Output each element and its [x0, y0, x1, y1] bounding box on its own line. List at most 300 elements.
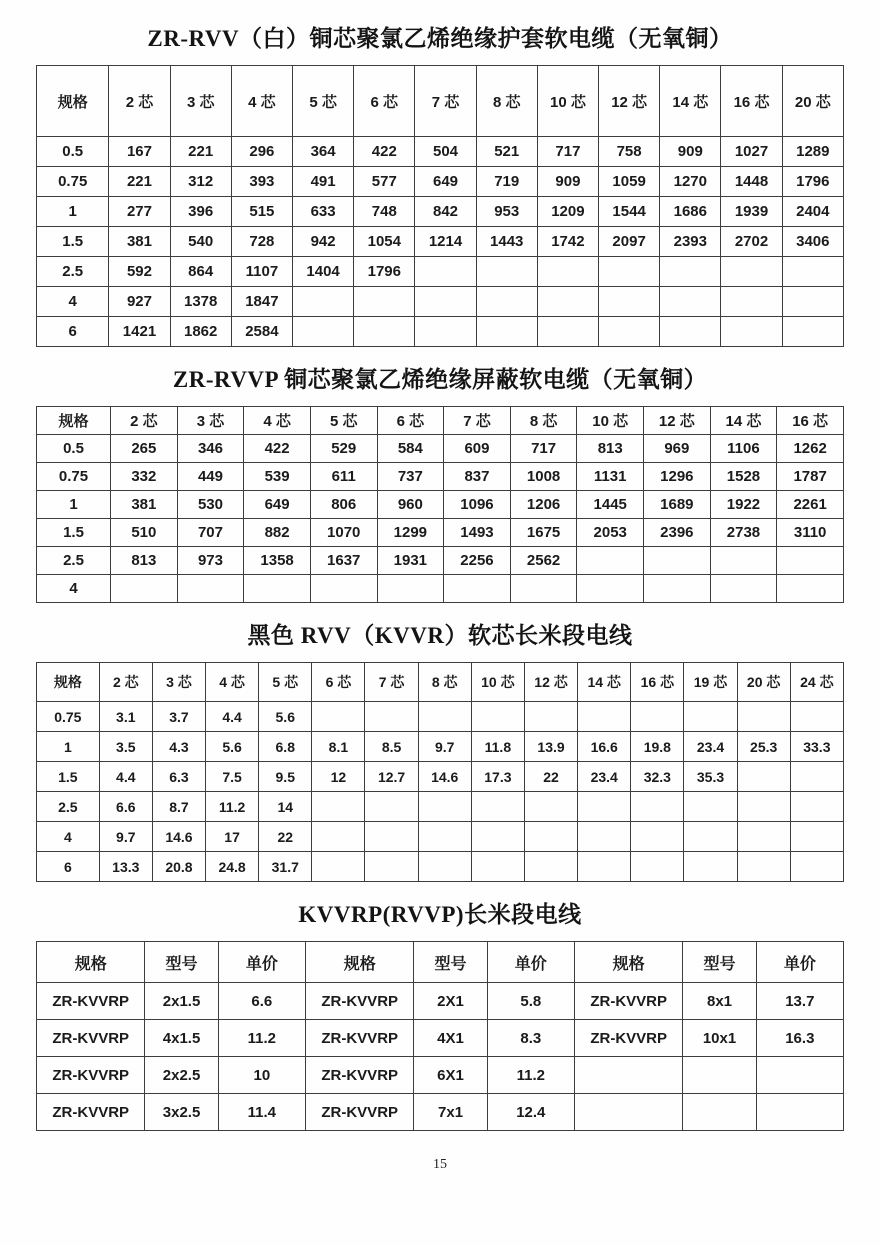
table-cell: 592 — [109, 257, 170, 287]
table-row — [37, 257, 844, 287]
table-cell — [737, 792, 790, 822]
table-cell: 1528 — [710, 463, 777, 491]
column-header: 3 芯 — [170, 66, 231, 137]
table-cell: 1209 — [537, 197, 598, 227]
table-cell — [354, 317, 415, 347]
table-cell: ZR-KVVRP — [305, 1020, 413, 1057]
table-cell — [510, 575, 577, 603]
table-cell — [782, 317, 843, 347]
table-cell: 8x1 — [683, 983, 756, 1020]
table-cell: 33.3 — [790, 732, 843, 762]
table-cell — [476, 317, 537, 347]
table-cell: 7.5 — [206, 762, 259, 792]
column-header: 5 芯 — [293, 66, 354, 137]
row-header-cell: 0.75 — [37, 167, 109, 197]
table-cell: 1378 — [170, 287, 231, 317]
column-header: 12 芯 — [644, 407, 711, 435]
table-cell: 1931 — [377, 547, 444, 575]
table-cell — [365, 792, 418, 822]
table-title-kvvrp: KVVRP(RVVP)长米段电线 — [298, 902, 582, 927]
column-header: 16 芯 — [631, 663, 684, 702]
table-cell: 504 — [415, 137, 476, 167]
column-header: 型号 — [414, 942, 487, 983]
table-cell: 14.6 — [418, 762, 471, 792]
table-cell: 1922 — [710, 491, 777, 519]
table-cell: 14 — [259, 792, 312, 822]
table-cell: 515 — [231, 197, 292, 227]
table-cell — [644, 575, 711, 603]
column-header: 型号 — [145, 942, 218, 983]
column-header: 7 芯 — [415, 66, 476, 137]
table-cell: 6.8 — [259, 732, 312, 762]
table-cell: 1939 — [721, 197, 782, 227]
column-header: 14 芯 — [710, 407, 777, 435]
table-cell: 4.3 — [152, 732, 205, 762]
price-table-black-rvv — [36, 662, 844, 882]
table-cell — [660, 317, 721, 347]
table-cell: 32.3 — [631, 762, 684, 792]
table-cell: ZR-KVVRP — [305, 1094, 413, 1131]
table-cell: 927 — [109, 287, 170, 317]
table-row — [37, 822, 844, 852]
table-cell: 7x1 — [414, 1094, 487, 1131]
table-cell — [577, 575, 644, 603]
table-row — [37, 197, 844, 227]
table-cell: 3x2.5 — [145, 1094, 218, 1131]
row-header-cell: 0.5 — [37, 435, 111, 463]
row-header-cell: 1 — [37, 491, 111, 519]
table-row — [37, 983, 844, 1020]
table-cell: 813 — [111, 547, 178, 575]
table-title-black-rvv: 黑色 RVV（KVVR）软芯长米段电线 — [247, 623, 633, 648]
table-cell: 13.9 — [524, 732, 577, 762]
table-cell: 11.8 — [471, 732, 524, 762]
table-cell: 16.6 — [578, 732, 631, 762]
table-row — [37, 491, 844, 519]
row-header-cell: 0.75 — [37, 702, 100, 732]
table-cell — [710, 575, 777, 603]
column-header: 规格 — [37, 407, 111, 435]
column-header: 单价 — [487, 942, 574, 983]
table-cell: 577 — [354, 167, 415, 197]
table-cell: 521 — [476, 137, 537, 167]
table-row — [37, 792, 844, 822]
table-cell: 2404 — [782, 197, 843, 227]
row-header-cell: 2.5 — [37, 547, 111, 575]
table-cell: 491 — [293, 167, 354, 197]
table-cell — [471, 702, 524, 732]
table-cell — [684, 852, 737, 882]
table-cell: 393 — [231, 167, 292, 197]
table-cell: 4.4 — [99, 762, 152, 792]
table-cell — [777, 547, 844, 575]
table-cell — [537, 317, 598, 347]
column-header: 规格 — [37, 66, 109, 137]
table-title-zr-rvvp: ZR-RVVP 铜芯聚氯乙烯绝缘屏蔽软电缆（无氧铜） — [172, 367, 708, 392]
table-cell: 633 — [293, 197, 354, 227]
table-cell — [790, 702, 843, 732]
table-cell: 1299 — [377, 519, 444, 547]
table-cell: 22 — [524, 762, 577, 792]
table-cell: ZR-KVVRP — [305, 1057, 413, 1094]
table-cell: 1404 — [293, 257, 354, 287]
table-cell — [782, 257, 843, 287]
table-cell: 1214 — [415, 227, 476, 257]
table-cell — [418, 702, 471, 732]
column-header: 8 芯 — [510, 407, 577, 435]
table-cell: 364 — [293, 137, 354, 167]
table-cell — [312, 822, 365, 852]
table-cell: 22 — [259, 822, 312, 852]
table-cell: 17 — [206, 822, 259, 852]
column-header: 6 芯 — [312, 663, 365, 702]
table-cell: 1206 — [510, 491, 577, 519]
table-row — [37, 227, 844, 257]
table-cell: 12.4 — [487, 1094, 574, 1131]
table-cell — [721, 287, 782, 317]
table-row — [37, 575, 844, 603]
table-cell: 1296 — [644, 463, 711, 491]
table-cell: 422 — [244, 435, 311, 463]
table-cell: 12.7 — [365, 762, 418, 792]
table-cell: 758 — [599, 137, 660, 167]
table-cell: 2X1 — [414, 983, 487, 1020]
table-cell: 422 — [354, 137, 415, 167]
row-header-cell: 6 — [37, 317, 109, 347]
table-cell: 11.2 — [487, 1057, 574, 1094]
table-cell: 31.7 — [259, 852, 312, 882]
table-cell: 10x1 — [683, 1020, 756, 1057]
table-cell: 2256 — [444, 547, 511, 575]
column-header: 12 芯 — [599, 66, 660, 137]
table-cell — [684, 822, 737, 852]
price-table-kvvrp — [36, 941, 844, 1131]
table-cell: 611 — [310, 463, 377, 491]
row-header-cell: 4 — [37, 287, 109, 317]
table-cell: 1862 — [170, 317, 231, 347]
table-cell — [312, 852, 365, 882]
table-cell: 649 — [244, 491, 311, 519]
table-cell: 584 — [377, 435, 444, 463]
table-cell: 1787 — [777, 463, 844, 491]
table-cell — [310, 575, 377, 603]
column-header: 4 芯 — [231, 66, 292, 137]
table-cell: 6X1 — [414, 1057, 487, 1094]
table-cell — [631, 822, 684, 852]
column-header: 14 芯 — [660, 66, 721, 137]
table-cell: 909 — [660, 137, 721, 167]
column-header: 7 芯 — [444, 407, 511, 435]
table-cell — [365, 702, 418, 732]
row-header-cell: 0.5 — [37, 137, 109, 167]
column-header: 规格 — [37, 942, 145, 983]
table-cell — [599, 287, 660, 317]
table-cell: 17.3 — [471, 762, 524, 792]
column-header: 7 芯 — [365, 663, 418, 702]
row-header-cell: 4 — [37, 822, 100, 852]
column-header: 20 芯 — [737, 663, 790, 702]
table-cell: 3110 — [777, 519, 844, 547]
table-row — [37, 463, 844, 491]
table-cell: 10 — [218, 1057, 305, 1094]
table-cell: 717 — [510, 435, 577, 463]
column-header: 2 芯 — [109, 66, 170, 137]
table-cell — [737, 762, 790, 792]
table-cell: 719 — [476, 167, 537, 197]
table-cell: 728 — [231, 227, 292, 257]
table-cell: 265 — [111, 435, 178, 463]
table-cell — [312, 702, 365, 732]
table-cell — [631, 852, 684, 882]
table-cell: 2738 — [710, 519, 777, 547]
table-cell — [574, 1094, 682, 1131]
table-row — [37, 1020, 844, 1057]
table-cell: 1847 — [231, 287, 292, 317]
table-cell: 1289 — [782, 137, 843, 167]
price-table-zr-rvv-white — [36, 65, 844, 347]
table-cell — [444, 575, 511, 603]
table-cell — [574, 1057, 682, 1094]
table-cell: 960 — [377, 491, 444, 519]
table-cell: 882 — [244, 519, 311, 547]
table-cell — [415, 287, 476, 317]
table-row — [37, 137, 844, 167]
column-header: 10 芯 — [471, 663, 524, 702]
table-cell: 221 — [109, 167, 170, 197]
table-cell — [684, 702, 737, 732]
table-cell — [737, 702, 790, 732]
table-cell: 396 — [170, 197, 231, 227]
table-cell — [790, 822, 843, 852]
table-cell: 23.4 — [684, 732, 737, 762]
table-cell: 909 — [537, 167, 598, 197]
table-cell: 25.3 — [737, 732, 790, 762]
column-header: 5 芯 — [310, 407, 377, 435]
row-header-cell: 1 — [37, 732, 100, 762]
table-cell: 2562 — [510, 547, 577, 575]
table-cell: 3.7 — [152, 702, 205, 732]
table-row — [37, 435, 844, 463]
table-cell — [683, 1094, 756, 1131]
table-cell: 953 — [476, 197, 537, 227]
table-cell — [537, 287, 598, 317]
table-cell: 1445 — [577, 491, 644, 519]
table-cell: 609 — [444, 435, 511, 463]
table-cell: 16.3 — [756, 1020, 843, 1057]
table-cell — [365, 822, 418, 852]
column-header: 单价 — [756, 942, 843, 983]
column-header: 6 芯 — [377, 407, 444, 435]
column-header: 24 芯 — [790, 663, 843, 702]
table-cell: 2702 — [721, 227, 782, 257]
table-cell: 2x1.5 — [145, 983, 218, 1020]
column-header: 20 芯 — [782, 66, 843, 137]
table-cell: 11.2 — [218, 1020, 305, 1057]
table-row — [37, 1094, 844, 1131]
column-header: 10 芯 — [577, 407, 644, 435]
table-cell: 530 — [177, 491, 244, 519]
table-row — [37, 519, 844, 547]
table-cell: 9.7 — [99, 822, 152, 852]
row-header-cell: 1.5 — [37, 227, 109, 257]
table-cell: 6.6 — [218, 983, 305, 1020]
table-row — [37, 287, 844, 317]
column-header: 3 芯 — [152, 663, 205, 702]
table-cell — [578, 822, 631, 852]
column-header: 4 芯 — [244, 407, 311, 435]
table-cell: 14.6 — [152, 822, 205, 852]
table-cell — [537, 257, 598, 287]
table-cell — [418, 822, 471, 852]
table-cell: 12 — [312, 762, 365, 792]
table-cell — [471, 852, 524, 882]
table-cell: 24.8 — [206, 852, 259, 882]
table-cell — [365, 852, 418, 882]
table-cell: ZR-KVVRP — [574, 1020, 682, 1057]
table-cell: 942 — [293, 227, 354, 257]
column-header: 单价 — [218, 942, 305, 983]
table-cell: 167 — [109, 137, 170, 167]
table-cell: 8.3 — [487, 1020, 574, 1057]
table-cell: 806 — [310, 491, 377, 519]
table-cell: 6.3 — [152, 762, 205, 792]
table-cell — [737, 822, 790, 852]
table-cell — [471, 792, 524, 822]
table-cell: 1027 — [721, 137, 782, 167]
column-header: 19 芯 — [684, 663, 737, 702]
table-cell — [524, 852, 577, 882]
row-header-cell: 1.5 — [37, 762, 100, 792]
table-cell: 1096 — [444, 491, 511, 519]
table-cell: 1796 — [354, 257, 415, 287]
table-cell: 1796 — [782, 167, 843, 197]
table-cell: 864 — [170, 257, 231, 287]
row-header-cell: 1 — [37, 197, 109, 227]
table-cell: 277 — [109, 197, 170, 227]
table-cell — [471, 822, 524, 852]
table-cell — [683, 1057, 756, 1094]
column-header: 规格 — [574, 942, 682, 983]
table-cell — [418, 852, 471, 882]
table-cell: 973 — [177, 547, 244, 575]
row-header-cell: ZR-KVVRP — [37, 1094, 145, 1131]
table-cell: 1686 — [660, 197, 721, 227]
column-header: 12 芯 — [524, 663, 577, 702]
table-cell: 2393 — [660, 227, 721, 257]
table-cell: 737 — [377, 463, 444, 491]
table-cell: 1493 — [444, 519, 511, 547]
table-cell: 13.7 — [756, 983, 843, 1020]
table-cell: 381 — [111, 491, 178, 519]
table-cell: 1070 — [310, 519, 377, 547]
column-header: 型号 — [683, 942, 756, 983]
table-cell — [599, 257, 660, 287]
table-cell — [790, 762, 843, 792]
table-cell — [415, 317, 476, 347]
table-cell — [790, 792, 843, 822]
table-cell: 1106 — [710, 435, 777, 463]
table-cell: 717 — [537, 137, 598, 167]
table-cell — [756, 1057, 843, 1094]
table-cell — [790, 852, 843, 882]
table-cell — [577, 547, 644, 575]
table-cell — [354, 287, 415, 317]
table-cell — [710, 547, 777, 575]
table-cell — [578, 852, 631, 882]
table-cell — [293, 317, 354, 347]
table-cell: 381 — [109, 227, 170, 257]
table-cell: 9.7 — [418, 732, 471, 762]
row-header-cell: 4 — [37, 575, 111, 603]
table-cell: 510 — [111, 519, 178, 547]
table-cell: 332 — [111, 463, 178, 491]
table-cell: 2x2.5 — [145, 1057, 218, 1094]
table-row — [37, 762, 844, 792]
table-cell: 1059 — [599, 167, 660, 197]
table-cell: 1448 — [721, 167, 782, 197]
table-cell: 8.5 — [365, 732, 418, 762]
table-cell — [418, 792, 471, 822]
table-row — [37, 1057, 844, 1094]
table-cell — [111, 575, 178, 603]
table-cell: 1637 — [310, 547, 377, 575]
table-cell: 11.2 — [206, 792, 259, 822]
row-header-cell: ZR-KVVRP — [37, 983, 145, 1020]
table-cell: 4.4 — [206, 702, 259, 732]
table-cell: 2097 — [599, 227, 660, 257]
table-cell: 842 — [415, 197, 476, 227]
table-cell: 2584 — [231, 317, 292, 347]
column-header: 3 芯 — [177, 407, 244, 435]
row-header-cell: 1.5 — [37, 519, 111, 547]
table-cell: 837 — [444, 463, 511, 491]
row-header-cell: 0.75 — [37, 463, 111, 491]
table-cell: 1131 — [577, 463, 644, 491]
table-cell: 312 — [170, 167, 231, 197]
table-cell — [312, 792, 365, 822]
table-cell — [578, 702, 631, 732]
table-cell: 4x1.5 — [145, 1020, 218, 1057]
column-header: 规格 — [305, 942, 413, 983]
table-cell: 748 — [354, 197, 415, 227]
column-header: 8 芯 — [418, 663, 471, 702]
table-cell: 539 — [244, 463, 311, 491]
table-cell: 20.8 — [152, 852, 205, 882]
table-cell: 35.3 — [684, 762, 737, 792]
table-cell: 1262 — [777, 435, 844, 463]
table-cell: 5.6 — [206, 732, 259, 762]
column-header: 5 芯 — [259, 663, 312, 702]
table-cell — [599, 317, 660, 347]
table-cell: 1421 — [109, 317, 170, 347]
table-cell: 346 — [177, 435, 244, 463]
table-cell: 449 — [177, 463, 244, 491]
table-cell: 707 — [177, 519, 244, 547]
column-header: 14 芯 — [578, 663, 631, 702]
table-cell: ZR-KVVRP — [305, 983, 413, 1020]
table-title-zr-rvv-white: ZR-RVV（白）铜芯聚氯乙烯绝缘护套软电缆（无氧铜） — [147, 26, 733, 51]
column-header: 2 芯 — [99, 663, 152, 702]
table-cell: 1689 — [644, 491, 711, 519]
table-cell: 8.7 — [152, 792, 205, 822]
table-cell: 1675 — [510, 519, 577, 547]
table-cell — [737, 852, 790, 882]
table-cell: 1054 — [354, 227, 415, 257]
table-cell — [377, 575, 444, 603]
table-cell — [644, 547, 711, 575]
column-header: 2 芯 — [111, 407, 178, 435]
table-cell — [524, 822, 577, 852]
